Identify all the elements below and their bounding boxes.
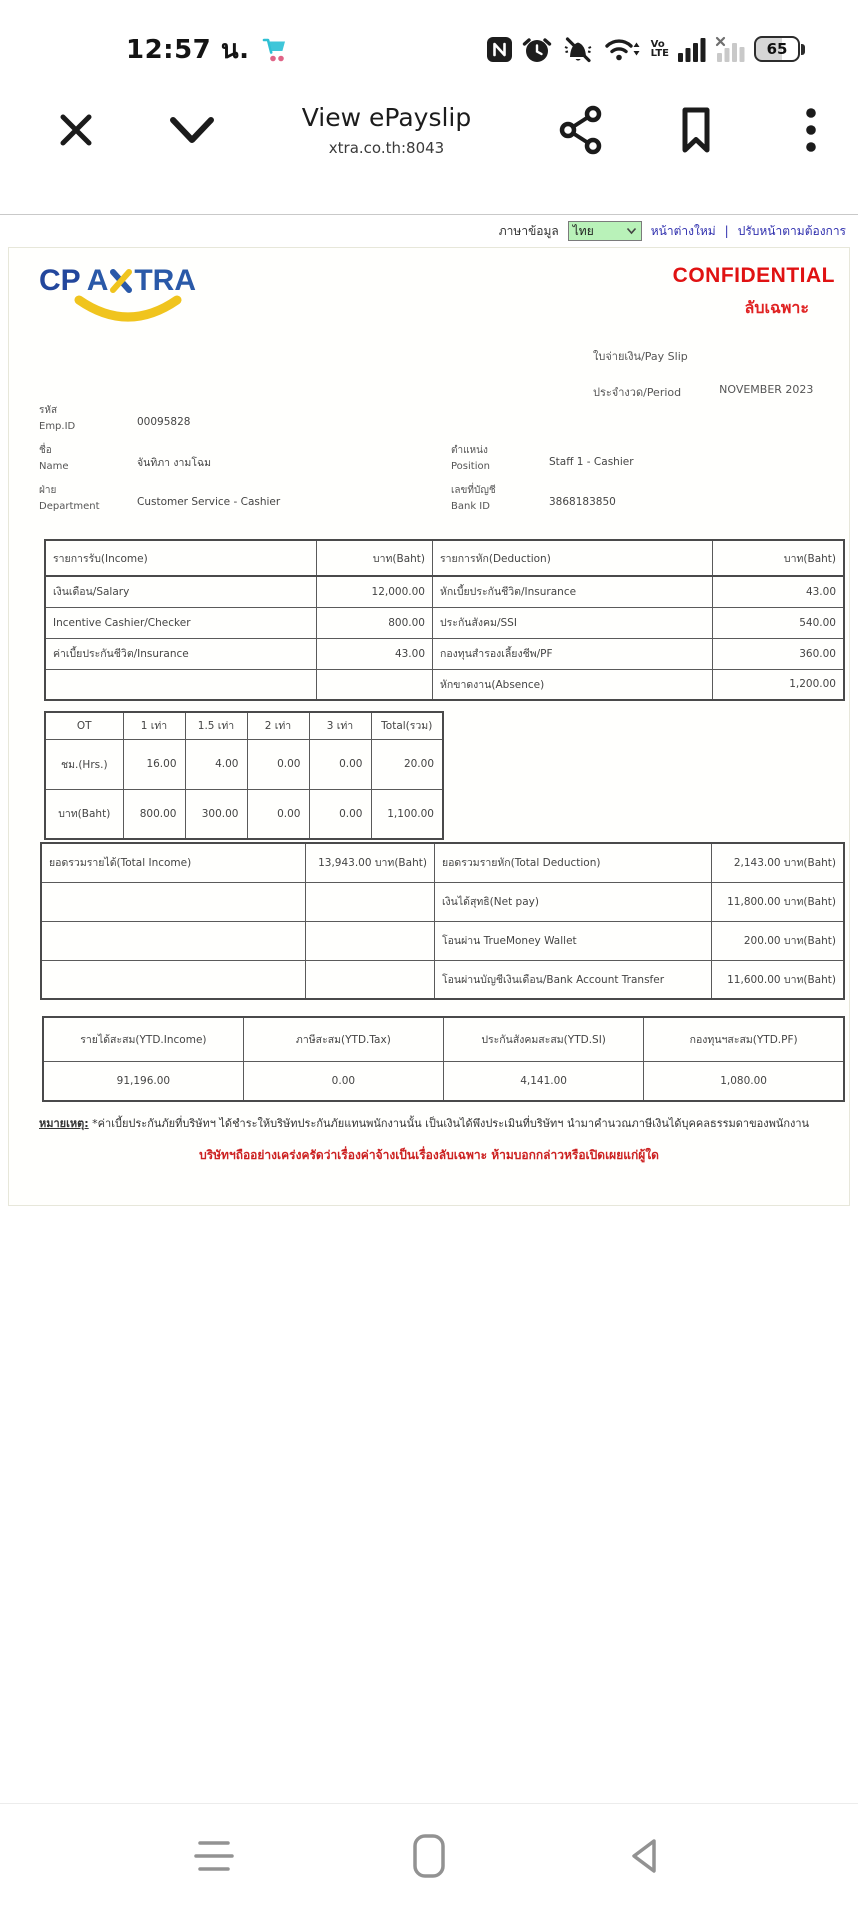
alarm-clock-icon xyxy=(522,35,552,64)
ot-header-cell: OT xyxy=(45,712,123,739)
totals-row xyxy=(41,921,844,960)
income-label-cell: Incentive Cashier/Checker xyxy=(45,607,317,638)
ot-value-cell: 0.00 xyxy=(247,789,309,839)
ytd-header-row xyxy=(43,1017,844,1061)
employee-id-field xyxy=(39,403,451,439)
logo-text xyxy=(39,264,259,298)
ot-header-row xyxy=(45,712,443,739)
empty-cell xyxy=(41,960,306,999)
battery-level: 65 xyxy=(766,40,788,58)
empty-cell xyxy=(306,960,434,999)
close-button[interactable] xyxy=(48,102,104,158)
ytd-tax-value: 0.00 xyxy=(243,1061,443,1101)
table-header-row xyxy=(45,540,844,576)
payslip-header-right xyxy=(535,264,835,401)
wifi-icon xyxy=(604,36,642,63)
income-header-cell: รายการรับ(Income) xyxy=(45,540,317,576)
payslip-header xyxy=(9,248,849,401)
footnote-label: หมายเหตุ: xyxy=(39,1117,89,1130)
language-selected-value: ไทย xyxy=(572,223,594,238)
language-label: ภาษาข้อมูล xyxy=(498,223,559,238)
volte-icon: Vo LTE xyxy=(650,39,669,59)
empty-cell xyxy=(41,921,306,960)
new-window-link[interactable]: หน้าต่างใหม่ xyxy=(650,223,716,238)
back-button[interactable] xyxy=(618,1826,670,1886)
position-label: ตำแหน่ง Position xyxy=(451,445,490,472)
bank-transfer-label-cell: โอนผ่านบัญชีเงินเดือน/Bank Account Transfer xyxy=(434,960,711,999)
footnote-text: *ค่าเบี้ยประกันภัยที่บริษัทฯ ได้ชำระให้บริษัทประกันภัยแทนพนักงานนั้น เป็นเงินได้พึงประเมินที่บริษัทฯ นำมาคำนวณภาษีเงินได้บุคคลธรรมดาของพนักงาน xyxy=(88,1117,810,1130)
ot-value-cell: 20.00 xyxy=(371,739,443,789)
share-button[interactable] xyxy=(553,102,609,158)
ot-hours-row xyxy=(45,739,443,789)
select-chevron-icon xyxy=(626,227,637,235)
payslip-type-label: ใบจ่ายเงิน/Pay Slip xyxy=(593,350,688,363)
ot-header-cell: 3 เท่า xyxy=(309,712,371,739)
ot-value-cell: 16.00 xyxy=(123,739,185,789)
empty-cell xyxy=(306,921,434,960)
totals-row xyxy=(41,960,844,999)
period-value: NOVEMBER 2023 xyxy=(719,383,814,396)
deduction-amount-cell: 540.00 xyxy=(712,607,844,638)
deduction-label-cell: หักขาดงาน(Absence) xyxy=(433,669,713,700)
footnote xyxy=(39,1116,819,1133)
home-icon xyxy=(412,1833,446,1879)
deduction-amount-cell: 360.00 xyxy=(712,638,844,669)
table-row xyxy=(45,638,844,669)
signal-bars-no-sim-icon xyxy=(715,36,745,62)
home-button[interactable] xyxy=(403,1826,455,1886)
ot-baht-row xyxy=(45,789,443,839)
language-select[interactable] xyxy=(568,221,642,241)
more-vertical-icon xyxy=(805,107,817,153)
bank-id-value: 3868183850 xyxy=(549,496,616,508)
employee-info xyxy=(9,401,849,519)
employee-id-label: รหัส Emp.ID xyxy=(39,405,76,432)
income-label-cell: ค่าเบี้ยประกันชีวิต/Insurance xyxy=(45,638,317,669)
total-income-label-cell: ยอดรวมรายได้(Total Income) xyxy=(41,843,306,882)
ot-header-cell: 2 เท่า xyxy=(247,712,309,739)
ot-value-cell: 4.00 xyxy=(185,739,247,789)
status-time: 12:57 น. xyxy=(126,34,250,65)
mute-bell-icon xyxy=(561,35,595,64)
empty-cell xyxy=(41,882,306,921)
ytd-pf-value: 1,080.00 xyxy=(644,1061,844,1101)
shopping-cart-emoji-icon xyxy=(261,35,291,65)
customize-page-link[interactable]: ปรับหน้าตามต้องการ xyxy=(737,223,846,238)
share-icon xyxy=(558,105,604,155)
deduction-header-cell: รายการหัก(Deduction) xyxy=(433,540,713,576)
deduction-amount-cell: 1,200.00 xyxy=(712,669,844,700)
link-divider: | xyxy=(724,224,729,238)
total-deduction-amount-cell: 2,143.00 บาท(Baht) xyxy=(711,843,844,882)
ytd-ssi-value: 4,141.00 xyxy=(444,1061,644,1101)
deduction-label-cell: ประกันสังคม/SSI xyxy=(433,607,713,638)
logo-smile-icon xyxy=(73,294,183,328)
bank-id-field xyxy=(451,483,835,519)
income-amount-cell: 43.00 xyxy=(317,638,433,669)
ot-header-cell: Total(รวม) xyxy=(371,712,443,739)
logo-x-icon xyxy=(109,268,133,294)
battery-indicator xyxy=(754,36,800,62)
total-income-amount-cell: 13,943.00 บาท(Baht) xyxy=(306,843,434,882)
table-row xyxy=(45,576,844,607)
signal-bars-icon xyxy=(678,36,706,62)
employee-id-value: 00095828 xyxy=(137,416,191,428)
table-row xyxy=(45,607,844,638)
recents-button[interactable] xyxy=(188,1826,240,1886)
menu-button[interactable] xyxy=(783,102,839,158)
ot-value-cell: 0.00 xyxy=(309,789,371,839)
bank-transfer-amount-cell: 11,600.00 บาท(Baht) xyxy=(711,960,844,999)
bookmark-icon xyxy=(678,106,714,154)
department-field xyxy=(39,483,451,519)
net-pay-amount-cell: 11,800.00 บาท(Baht) xyxy=(711,882,844,921)
period-row xyxy=(535,383,835,401)
back-icon xyxy=(625,1835,663,1877)
ytd-table xyxy=(42,1016,845,1102)
totals-row xyxy=(41,882,844,921)
logo-cp: CP xyxy=(39,264,81,297)
cp-axtra-logo xyxy=(39,264,259,401)
empty-cell xyxy=(306,882,434,921)
income-label-cell: เงินเดือน/Salary xyxy=(45,576,317,607)
employee-name-value: จันทิภา งามโฉม xyxy=(137,456,212,469)
ytd-pf-header: กองทุนฯสะสม(YTD.PF) xyxy=(644,1017,844,1061)
spacer xyxy=(451,403,835,439)
deduction-label-cell: หักเบี้ยประกันชีวิต/Insurance xyxy=(433,576,713,607)
recents-icon xyxy=(191,1839,237,1873)
ytd-tax-header: ภาษีสะสม(YTD.Tax) xyxy=(243,1017,443,1061)
income-baht-header-cell: บาท(Baht) xyxy=(317,540,433,576)
collapse-button[interactable] xyxy=(164,102,220,158)
status-bar xyxy=(0,0,858,82)
totals-row xyxy=(41,843,844,882)
page-title: View ePayslip xyxy=(301,103,472,132)
confidentiality-warning: บริษัทฯถืออย่างเคร่งครัดว่าเรื่องค่าจ้างเป็นเรื่องลับเฉพาะ ห้ามบอกกล่าวหรือเปิดเผยแก่ผู้ใด xyxy=(199,1147,659,1162)
app-header xyxy=(0,82,858,178)
period-label: ประจำงวด/Period xyxy=(593,386,682,399)
page-url: xtra.co.th:8043 xyxy=(328,139,445,157)
position-field xyxy=(451,443,835,479)
department-value: Customer Service - Cashier xyxy=(137,496,281,508)
deduction-amount-cell: 43.00 xyxy=(712,576,844,607)
nfc-icon xyxy=(486,36,513,63)
ytd-ssi-header: ประกันสังคมสะสม(YTD.SI) xyxy=(444,1017,644,1061)
income-deduction-table xyxy=(44,539,845,701)
title-block xyxy=(226,103,547,157)
net-pay-label-cell: เงินได้สุทธิ(Net pay) xyxy=(434,882,711,921)
bank-id-label: เลขที่บัญชี Bank ID xyxy=(451,485,496,512)
ot-row-label: ชม.(Hrs.) xyxy=(45,739,123,789)
close-icon xyxy=(55,109,97,151)
chevron-down-icon xyxy=(166,111,218,149)
confidential-label: CONFIDENTIAL xyxy=(672,264,835,287)
total-deduction-label-cell: ยอดรวมรายหัก(Total Deduction) xyxy=(434,843,711,882)
income-amount-cell: 12,000.00 xyxy=(317,576,433,607)
ytd-income-header: รายได้สะสม(YTD.Income) xyxy=(43,1017,243,1061)
ot-value-cell: 1,100.00 xyxy=(371,789,443,839)
bookmark-button[interactable] xyxy=(668,102,724,158)
income-amount-cell xyxy=(317,669,433,700)
confidential-label-th: ลับเฉพาะ xyxy=(744,298,809,317)
table-row xyxy=(45,669,844,700)
ot-row-label: บาท(Baht) xyxy=(45,789,123,839)
truemoney-amount-cell: 200.00 บาท(Baht) xyxy=(711,921,844,960)
ot-header-cell: 1.5 เท่า xyxy=(185,712,247,739)
status-icons xyxy=(486,35,800,64)
deduction-label-cell: กองทุนสำรองเลี้ยงชีพ/PF xyxy=(433,638,713,669)
department-label: ฝ่าย Department xyxy=(39,485,100,512)
truemoney-label-cell: โอนผ่าน TrueMoney Wallet xyxy=(434,921,711,960)
totals-table xyxy=(40,842,845,1000)
overtime-table xyxy=(44,711,444,840)
payslip-document xyxy=(8,247,850,1206)
ot-value-cell: 0.00 xyxy=(309,739,371,789)
ot-value-cell: 300.00 xyxy=(185,789,247,839)
income-label-cell xyxy=(45,669,317,700)
ot-value-cell: 0.00 xyxy=(247,739,309,789)
logo-a: A xyxy=(86,264,109,297)
deduction-baht-header-cell: บาท(Baht) xyxy=(712,540,844,576)
logo-tra: TRA xyxy=(134,264,197,297)
position-value: Staff 1 - Cashier xyxy=(549,456,634,468)
ot-value-cell: 800.00 xyxy=(123,789,185,839)
ytd-income-value: 91,196.00 xyxy=(43,1061,243,1101)
language-bar xyxy=(0,214,858,245)
ot-header-cell: 1 เท่า xyxy=(123,712,185,739)
employee-name-label: ชื่อ Name xyxy=(39,445,69,472)
income-amount-cell: 800.00 xyxy=(317,607,433,638)
navigation-bar xyxy=(0,1803,858,1907)
employee-name-field xyxy=(39,443,451,479)
ytd-value-row xyxy=(43,1061,844,1101)
